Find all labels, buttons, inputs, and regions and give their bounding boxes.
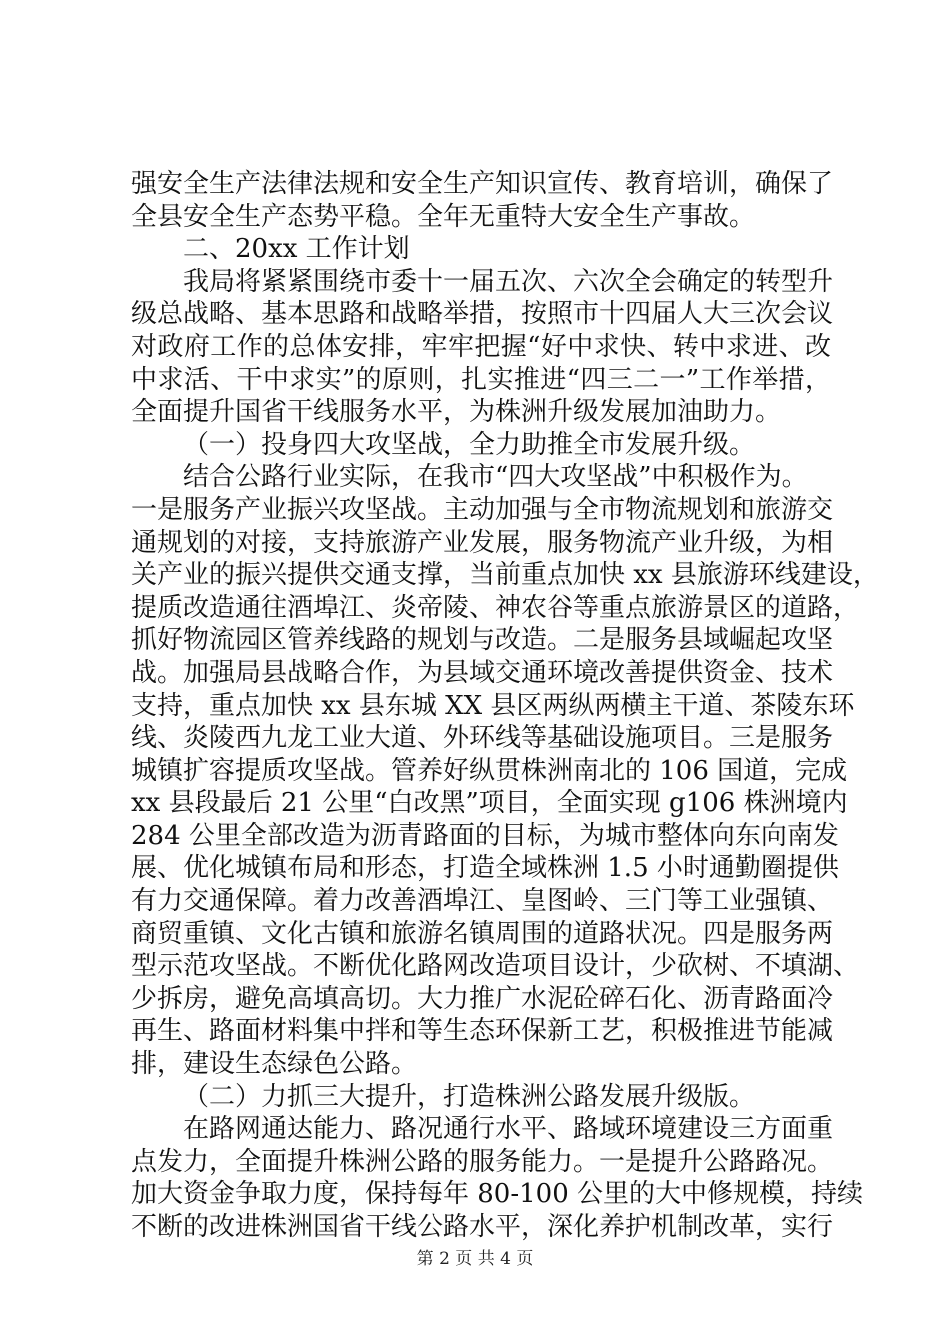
text-line: 少拆房，避免高填高切。大力推广水泥砼碎石化、沥青路面冷 [131,983,834,1014]
text-line: 强安全生产法律法规和安全生产知识宣传、教育培训，确保了 [131,169,834,199]
document-body [131,168,879,1244]
text-line: 线、炎陵西九龙工业大道、外环线等基础设施项目。三是服务 [131,723,834,754]
text-line: 展、优化城镇布局和形态，打造全域株洲 1.5 小时通勤圈提供 [131,853,839,884]
subsection-heading: （一）投身四大攻坚战，全力助推全市发展升级。 [183,429,756,460]
text-line: 提质改造通往酒埠江、炎帝陵、神农谷等重点旅游景区的道路， [131,592,860,623]
text-line: 中求活、干中求实”的原则，扎实推进“四三二一”工作举措， [131,364,831,395]
text-line: 对政府工作的总体安排，牢牢把握“好中求快、转中求进、改 [131,331,831,362]
text-line: 级总战略、基本思路和战略举措，按照市十四届人大三次会议 [131,299,834,330]
text-line: 排，建设生态绿色公路。 [131,1049,418,1080]
text-line: 再生、路面材料集中拌和等生态环保新工艺，积极推进节能减 [131,1016,834,1047]
text-line: 加大资金争取力度，保持每年 80-100 公里的大中修规模，持续 [131,1179,864,1210]
text-line: 284 公里全部改造为沥青路面的目标，为城市整体向东向南发 [131,820,839,851]
text-line: 通规划的对接，支持旅游产业发展，服务物流产业升级，为相 [131,527,834,558]
text-line: xx 县段最后 21 公里“白改黑”项目，全面实现 g106 株洲境内 [131,788,848,819]
text-line: 一是服务产业振兴攻坚战。主动加强与全市物流规划和旅游交 [131,494,834,525]
text-line: 点发力，全面提升株洲公路的服务能力。一是提升公路路况。 [131,1146,834,1177]
text-line: 型示范攻坚战。不断优化路网改造项目设计，少砍树、不填湖、 [131,951,860,982]
text-line: 抓好物流园区管养线路的规划与改造。二是服务县域崛起攻坚 [131,625,834,656]
text-line: 全面提升国省干线服务水平，为株洲升级发展加油助力。 [131,397,782,428]
text-line: 商贸重镇、文化古镇和旅游名镇周围的道路状况。四是服务两 [131,918,834,949]
text-line: 在路网通达能力、路况通行水平、路域环境建设三方面重 [183,1114,834,1145]
subsection-heading: （二）力抓三大提升，打造株洲公路发展升级版。 [183,1081,756,1112]
text-line: 战。加强局县战略合作，为县域交通环境改善提供资金、技术 [131,657,834,688]
text-line: 有力交通保障。着力改善酒埠江、皇图岭、三门等工业强镇、 [131,886,834,917]
text-line: 关产业的振兴提供交通支撑，当前重点加快 xx 县旅游环线建设， [131,560,879,591]
page-number-footer: 第 2 页 共 4 页 [416,1249,534,1269]
text-line: 我局将紧紧围绕市委十一届五次、六次全会确定的转型升 [183,266,834,297]
text-line: 城镇扩容提质攻坚战。管养好纵贯株洲南北的 106 国道，完成 [131,755,848,786]
section-heading: 二、20xx 工作计划 [183,234,410,265]
text-line: 全县安全生产态势平稳。全年无重特大安全生产事故。 [131,201,756,232]
text-line: 不断的改进株洲国省干线公路水平，深化养护机制改革，实行 [131,1212,834,1242]
text-line: 结合公路行业实际，在我市“四大攻坚战”中积极作为。 [183,462,808,493]
text-line: 支持，重点加快 xx 县东城 XX 县区两纵两横主干道、茶陵东环 [131,690,855,721]
